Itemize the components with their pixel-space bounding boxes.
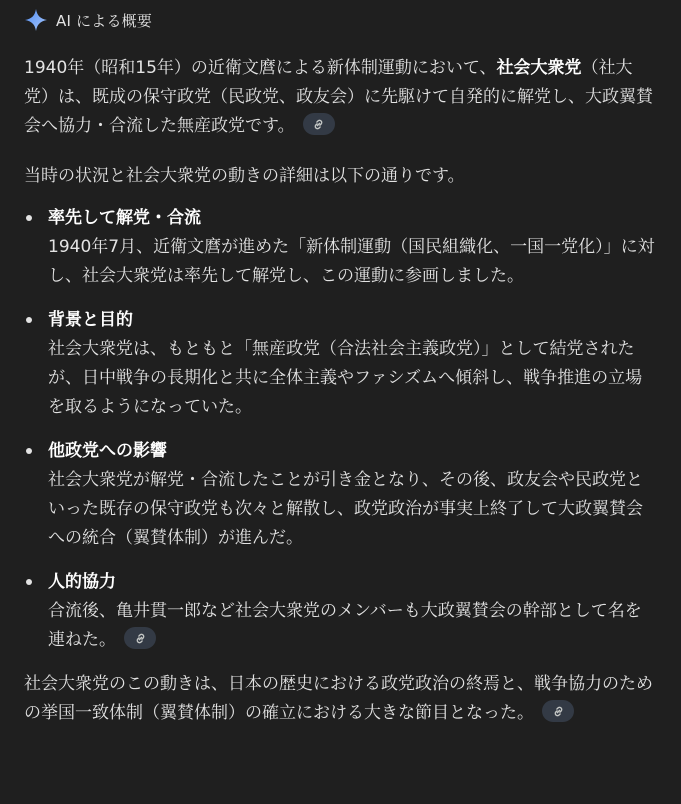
intro-text-end: （社大党）は、既成の保守政党（民政党、政友会）に先駆けて自発的に解党し、大政翼賛会へ協力・合流した無産政党です。 bbox=[24, 58, 653, 136]
bullet-icon bbox=[26, 579, 32, 585]
link-icon bbox=[134, 632, 147, 645]
intro-bold-term: 社会大衆党 bbox=[496, 58, 582, 78]
link-icon bbox=[312, 118, 325, 131]
lead-paragraph: 当時の状況と社会大衆党の動きの詳細は以下の通りです。 bbox=[24, 166, 465, 186]
sparkle-icon bbox=[24, 8, 48, 32]
list-item-body-text: 合流後、亀井貫一郎など社会大衆党のメンバーも大政翼賛会の幹部として名を連ねた。 bbox=[48, 601, 642, 650]
list-item bbox=[24, 204, 657, 291]
list-item-body bbox=[48, 597, 657, 655]
list-item-body: 社会大衆党は、もともと「無産政党（合法社会主義政党）」として結党されたが、日中戦争の長期化と共に全体主義やファシズムへ傾斜し、戦争推進の立場を取るようになっていた。 bbox=[48, 339, 643, 417]
list-item-body: 1940年7月、近衛文麿が進めた「新体制運動（国民組織化、一国一党化）」に対し、社会大衆党は率先して解党し、この運動に参画しました。 bbox=[48, 237, 655, 286]
intro-text-start: 1940年（昭和15年）の近衛文麿による新体制運動において、 bbox=[24, 58, 497, 78]
ai-overview-title: AI による概要 bbox=[56, 11, 153, 30]
ai-overview-header bbox=[24, 0, 657, 40]
list-item-heading: 人的協力 bbox=[48, 572, 116, 592]
list-item-heading: 他政党への影響 bbox=[48, 441, 167, 461]
list-item bbox=[24, 306, 657, 422]
intro-paragraph bbox=[24, 54, 657, 141]
list-item-body: 社会大衆党が解党・合流したことが引き金となり、その後、政友会や民政党といった既存の保守政党も次々と解散し、政党政治が事実上終了して大政翼賛会への統合（翼賛体制）が進んだ。 bbox=[48, 470, 643, 548]
bullet-icon bbox=[26, 448, 32, 454]
list-item-heading: 背景と目的 bbox=[48, 310, 133, 330]
source-link-button[interactable] bbox=[124, 627, 156, 649]
source-link-button[interactable] bbox=[542, 700, 574, 722]
conclusion-text: 社会大衆党のこの動きは、日本の歴史における政党政治の終焉と、戦争協力のための挙国一致体制（翼賛体制）の確立における大きな節目となった。 bbox=[24, 674, 653, 723]
bullet-icon bbox=[26, 215, 32, 221]
link-icon bbox=[552, 705, 565, 718]
source-link-button[interactable] bbox=[303, 113, 335, 135]
conclusion-paragraph bbox=[24, 670, 657, 728]
list-item-heading: 率先して解党・合流 bbox=[48, 208, 201, 228]
detail-list bbox=[24, 204, 657, 655]
bullet-icon bbox=[26, 317, 32, 323]
list-item bbox=[24, 437, 657, 553]
list-item bbox=[24, 568, 657, 655]
